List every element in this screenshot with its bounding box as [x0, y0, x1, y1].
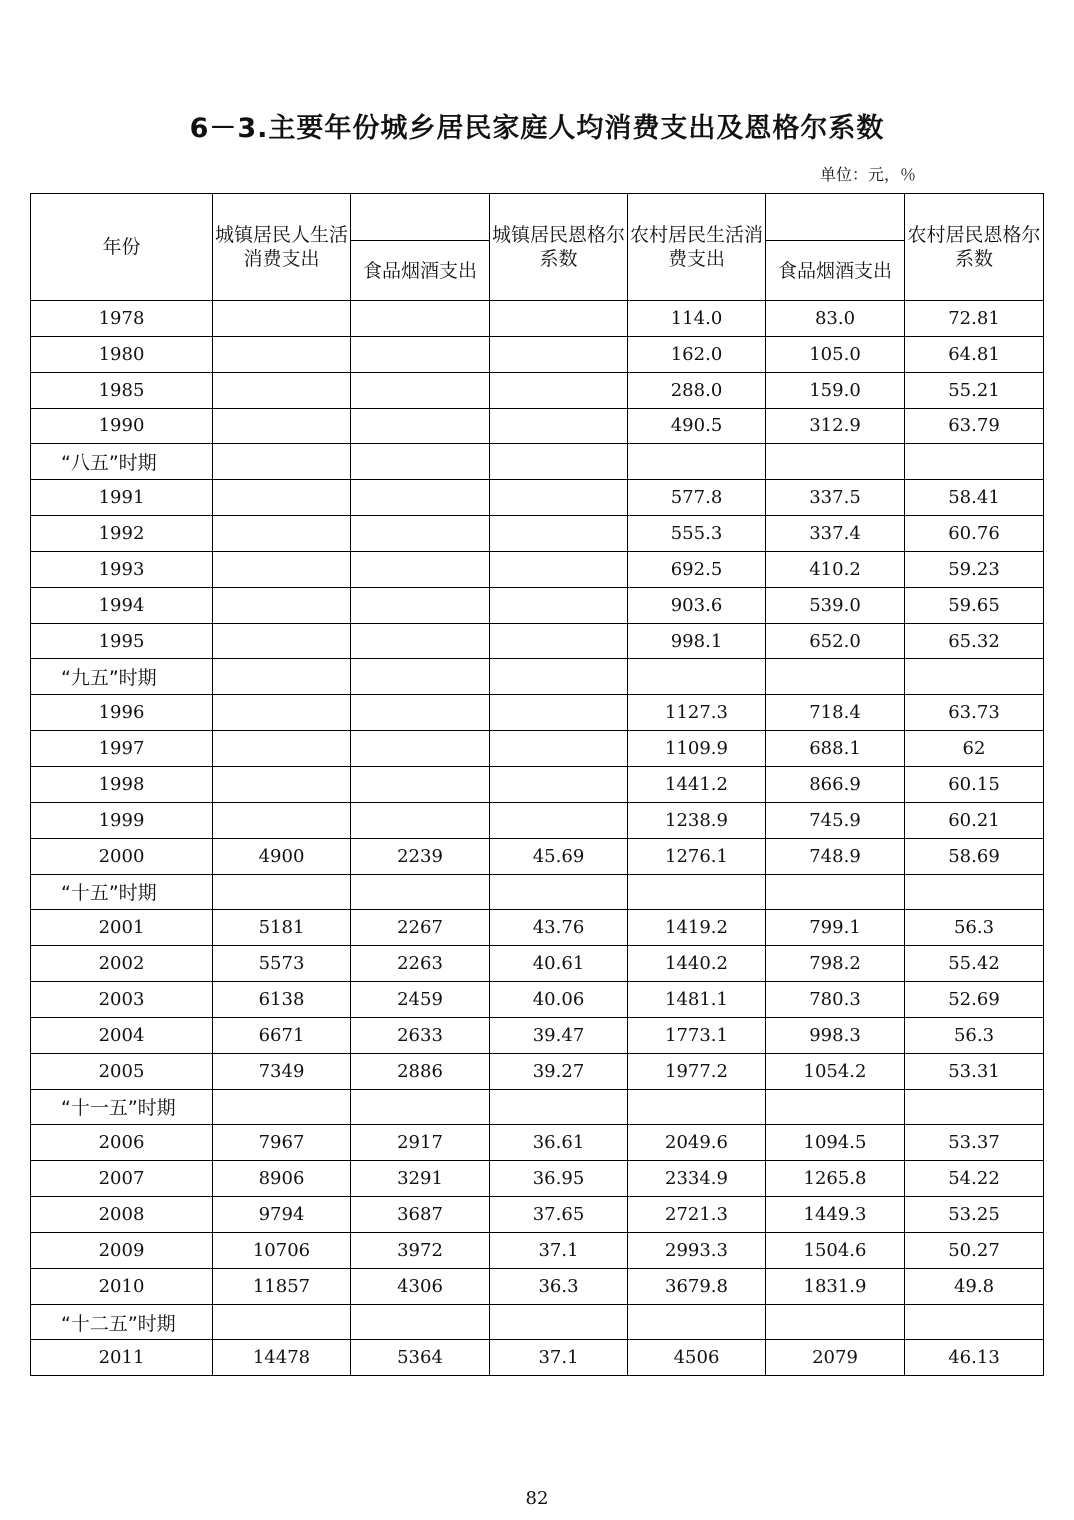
table-row: [31, 1232, 1044, 1268]
rural-engel-cell: 60.21: [905, 802, 1044, 838]
table-row: [31, 587, 1044, 623]
header-year: 年份: [31, 194, 213, 301]
year-cell: 1993: [31, 551, 213, 587]
rural-engel-cell: 52.69: [905, 982, 1044, 1018]
urban-consumption-cell: [213, 551, 351, 587]
rural-food-cell: [766, 874, 905, 910]
urban-consumption-cell: 4900: [213, 838, 351, 874]
urban-consumption-cell: [213, 659, 351, 695]
year-cell: 1992: [31, 516, 213, 552]
table-row: [31, 372, 1044, 408]
urban-consumption-cell: [213, 766, 351, 802]
urban-food-cell: 2633: [351, 1017, 490, 1053]
urban-consumption-cell: 7967: [213, 1125, 351, 1161]
table-row: [31, 695, 1044, 731]
rural-consumption-cell: 1977.2: [628, 1053, 766, 1089]
urban-engel-cell: [490, 731, 628, 767]
year-cell: 2002: [31, 946, 213, 982]
urban-food-cell: [351, 802, 490, 838]
urban-consumption-cell: [213, 695, 351, 731]
urban-food-cell: [351, 480, 490, 516]
header-urban-food-spacer: [351, 194, 490, 241]
urban-engel-cell: [490, 516, 628, 552]
year-cell: 2009: [31, 1232, 213, 1268]
rural-food-cell: 83.0: [766, 301, 905, 337]
rural-food-cell: 866.9: [766, 766, 905, 802]
urban-food-cell: [351, 587, 490, 623]
urban-consumption-cell: [213, 731, 351, 767]
year-cell: 1997: [31, 731, 213, 767]
urban-food-cell: [351, 408, 490, 444]
rural-engel-cell: 60.76: [905, 516, 1044, 552]
table-row: [31, 1125, 1044, 1161]
rural-engel-cell: 72.81: [905, 301, 1044, 337]
rural-consumption-cell: 1481.1: [628, 982, 766, 1018]
rural-engel-cell: 53.25: [905, 1197, 1044, 1233]
urban-food-cell: 2917: [351, 1125, 490, 1161]
rural-engel-cell: 63.79: [905, 408, 1044, 444]
period-row: [31, 1089, 1044, 1125]
rural-consumption-cell: 1440.2: [628, 946, 766, 982]
page-title: 6－3.主要年份城乡居民家庭人均消费支出及恩格尔系数: [189, 113, 885, 144]
rural-food-cell: 718.4: [766, 695, 905, 731]
rural-food-cell: 1054.2: [766, 1053, 905, 1089]
urban-engel-cell: [490, 623, 628, 659]
urban-food-cell: [351, 372, 490, 408]
year-cell: 2001: [31, 910, 213, 946]
rural-food-cell: 105.0: [766, 336, 905, 372]
header-rural-consumption: 农村居民生活消费支出: [628, 194, 766, 301]
year-cell: 1995: [31, 623, 213, 659]
rural-engel-cell: 55.21: [905, 372, 1044, 408]
urban-food-cell: [351, 336, 490, 372]
header-urban-consumption: 城镇居民人生活消费支出: [213, 194, 351, 301]
table-row: [31, 946, 1044, 982]
year-cell: 1994: [31, 587, 213, 623]
urban-engel-cell: [490, 874, 628, 910]
rural-food-cell: 745.9: [766, 802, 905, 838]
year-cell: 2005: [31, 1053, 213, 1089]
rural-engel-cell: 55.42: [905, 946, 1044, 982]
urban-engel-cell: 45.69: [490, 838, 628, 874]
rural-food-cell: 1449.3: [766, 1197, 905, 1233]
year-cell: 1998: [31, 766, 213, 802]
rural-consumption-cell: 2721.3: [628, 1197, 766, 1233]
rural-food-cell: 1265.8: [766, 1161, 905, 1197]
urban-food-cell: [351, 444, 490, 480]
rural-engel-cell: 58.41: [905, 480, 1044, 516]
urban-food-cell: 3687: [351, 1197, 490, 1233]
urban-food-cell: 2267: [351, 910, 490, 946]
urban-engel-cell: [490, 301, 628, 337]
urban-food-cell: 4306: [351, 1268, 490, 1304]
table-row: [31, 1053, 1044, 1089]
urban-consumption-cell: [213, 1089, 351, 1125]
urban-consumption-cell: [213, 516, 351, 552]
rural-consumption-cell: 1109.9: [628, 731, 766, 767]
rural-engel-cell: 46.13: [905, 1340, 1044, 1376]
year-cell: 1999: [31, 802, 213, 838]
table-row: [31, 1197, 1044, 1233]
urban-engel-cell: [490, 802, 628, 838]
urban-consumption-cell: 5181: [213, 910, 351, 946]
table-row: [31, 408, 1044, 444]
rural-food-cell: 539.0: [766, 587, 905, 623]
urban-food-cell: 3291: [351, 1161, 490, 1197]
rural-consumption-cell: 2049.6: [628, 1125, 766, 1161]
rural-food-cell: 688.1: [766, 731, 905, 767]
urban-engel-cell: 40.06: [490, 982, 628, 1018]
urban-food-cell: [351, 695, 490, 731]
urban-consumption-cell: 5573: [213, 946, 351, 982]
urban-engel-cell: 37.65: [490, 1197, 628, 1233]
urban-engel-cell: 36.95: [490, 1161, 628, 1197]
table-row: [31, 766, 1044, 802]
urban-engel-cell: [490, 587, 628, 623]
urban-food-cell: 2886: [351, 1053, 490, 1089]
rural-engel-cell: 56.3: [905, 910, 1044, 946]
rural-food-cell: 748.9: [766, 838, 905, 874]
rural-engel-cell: [905, 874, 1044, 910]
period-label-cell: “九五”时期: [31, 659, 213, 695]
header-rural-engel: 农村居民恩格尔系数: [905, 194, 1044, 301]
header-urban-engel: 城镇居民恩格尔系数: [490, 194, 628, 301]
rural-food-cell: 652.0: [766, 623, 905, 659]
table-row: [31, 516, 1044, 552]
table-row: [31, 731, 1044, 767]
urban-food-cell: 3972: [351, 1232, 490, 1268]
rural-consumption-cell: [628, 659, 766, 695]
urban-engel-cell: [490, 1089, 628, 1125]
year-cell: 1996: [31, 695, 213, 731]
year-cell: 2010: [31, 1268, 213, 1304]
urban-engel-cell: [490, 551, 628, 587]
rural-consumption-cell: 2993.3: [628, 1232, 766, 1268]
rural-consumption-cell: 162.0: [628, 336, 766, 372]
urban-consumption-cell: [213, 408, 351, 444]
urban-engel-cell: 39.47: [490, 1017, 628, 1053]
rural-engel-cell: 60.15: [905, 766, 1044, 802]
rural-consumption-cell: 1238.9: [628, 802, 766, 838]
urban-consumption-cell: [213, 480, 351, 516]
table-row: [31, 838, 1044, 874]
rural-engel-cell: 50.27: [905, 1232, 1044, 1268]
urban-consumption-cell: 7349: [213, 1053, 351, 1089]
rural-engel-cell: [905, 1089, 1044, 1125]
urban-food-cell: 2263: [351, 946, 490, 982]
urban-food-cell: [351, 1304, 490, 1340]
urban-engel-cell: [490, 480, 628, 516]
urban-engel-cell: [490, 408, 628, 444]
urban-engel-cell: [490, 695, 628, 731]
period-row: [31, 659, 1044, 695]
table-row: [31, 301, 1044, 337]
urban-consumption-cell: [213, 587, 351, 623]
table-body: [31, 301, 1044, 1376]
rural-engel-cell: 53.37: [905, 1125, 1044, 1161]
urban-engel-cell: 40.61: [490, 946, 628, 982]
rural-consumption-cell: 998.1: [628, 623, 766, 659]
rural-food-cell: 780.3: [766, 982, 905, 1018]
rural-food-cell: [766, 1304, 905, 1340]
rural-consumption-cell: 1441.2: [628, 766, 766, 802]
urban-consumption-cell: [213, 444, 351, 480]
year-cell: 2008: [31, 1197, 213, 1233]
urban-engel-cell: 39.27: [490, 1053, 628, 1089]
table-row: [31, 1161, 1044, 1197]
urban-engel-cell: [490, 336, 628, 372]
rural-food-cell: 159.0: [766, 372, 905, 408]
year-cell: 2006: [31, 1125, 213, 1161]
rural-consumption-cell: 490.5: [628, 408, 766, 444]
urban-food-cell: [351, 516, 490, 552]
period-label-cell: “十五”时期: [31, 874, 213, 910]
rural-food-cell: 337.4: [766, 516, 905, 552]
data-table: [30, 193, 1044, 1376]
period-row: [31, 874, 1044, 910]
urban-engel-cell: [490, 659, 628, 695]
table-row: [31, 623, 1044, 659]
rural-engel-cell: 53.31: [905, 1053, 1044, 1089]
urban-engel-cell: 37.1: [490, 1340, 628, 1376]
urban-consumption-cell: [213, 802, 351, 838]
year-cell: 2011: [31, 1340, 213, 1376]
urban-engel-cell: 36.61: [490, 1125, 628, 1161]
urban-consumption-cell: 6138: [213, 982, 351, 1018]
year-cell: 2004: [31, 1017, 213, 1053]
rural-food-cell: 410.2: [766, 551, 905, 587]
rural-food-cell: [766, 444, 905, 480]
rural-engel-cell: 54.22: [905, 1161, 1044, 1197]
rural-consumption-cell: 577.8: [628, 480, 766, 516]
urban-consumption-cell: 6671: [213, 1017, 351, 1053]
rural-food-cell: 998.3: [766, 1017, 905, 1053]
urban-food-cell: [351, 1089, 490, 1125]
page-number: 82: [525, 1488, 549, 1509]
urban-consumption-cell: 8906: [213, 1161, 351, 1197]
rural-consumption-cell: 2334.9: [628, 1161, 766, 1197]
urban-consumption-cell: 9794: [213, 1197, 351, 1233]
rural-food-cell: 1831.9: [766, 1268, 905, 1304]
header-rural-food: 食品烟酒支出: [766, 241, 905, 301]
urban-consumption-cell: 11857: [213, 1268, 351, 1304]
table-row: [31, 1268, 1044, 1304]
year-cell: 2000: [31, 838, 213, 874]
rural-engel-cell: [905, 659, 1044, 695]
year-cell: 1990: [31, 408, 213, 444]
rural-engel-cell: 59.65: [905, 587, 1044, 623]
rural-food-cell: 1504.6: [766, 1232, 905, 1268]
urban-consumption-cell: [213, 874, 351, 910]
rural-engel-cell: [905, 444, 1044, 480]
period-row: [31, 1304, 1044, 1340]
urban-food-cell: [351, 301, 490, 337]
rural-engel-cell: 49.8: [905, 1268, 1044, 1304]
table-row: [31, 910, 1044, 946]
year-cell: 2003: [31, 982, 213, 1018]
period-label-cell: “十二五”时期: [31, 1304, 213, 1340]
rural-consumption-cell: 3679.8: [628, 1268, 766, 1304]
header-rural-food-spacer: [766, 194, 905, 241]
rural-consumption-cell: 692.5: [628, 551, 766, 587]
rural-consumption-cell: 1276.1: [628, 838, 766, 874]
period-label-cell: “八五”时期: [31, 444, 213, 480]
urban-engel-cell: [490, 444, 628, 480]
rural-food-cell: 2079: [766, 1340, 905, 1376]
urban-food-cell: [351, 731, 490, 767]
urban-food-cell: [351, 766, 490, 802]
rural-food-cell: 337.5: [766, 480, 905, 516]
rural-consumption-cell: [628, 444, 766, 480]
rural-consumption-cell: 1419.2: [628, 910, 766, 946]
period-row: [31, 444, 1044, 480]
table-row: [31, 982, 1044, 1018]
rural-engel-cell: 63.73: [905, 695, 1044, 731]
urban-consumption-cell: [213, 301, 351, 337]
rural-engel-cell: 59.23: [905, 551, 1044, 587]
rural-food-cell: 312.9: [766, 408, 905, 444]
rural-engel-cell: 58.69: [905, 838, 1044, 874]
rural-consumption-cell: 114.0: [628, 301, 766, 337]
year-cell: 1991: [31, 480, 213, 516]
urban-consumption-cell: 14478: [213, 1340, 351, 1376]
urban-food-cell: 2459: [351, 982, 490, 1018]
rural-food-cell: 798.2: [766, 946, 905, 982]
rural-consumption-cell: 903.6: [628, 587, 766, 623]
rural-engel-cell: 62: [905, 731, 1044, 767]
table-row: [31, 802, 1044, 838]
rural-food-cell: [766, 659, 905, 695]
urban-food-cell: 5364: [351, 1340, 490, 1376]
year-cell: 2007: [31, 1161, 213, 1197]
rural-engel-cell: [905, 1304, 1044, 1340]
rural-consumption-cell: 1127.3: [628, 695, 766, 731]
urban-engel-cell: 43.76: [490, 910, 628, 946]
urban-food-cell: [351, 551, 490, 587]
table-row: [31, 480, 1044, 516]
rural-consumption-cell: 4506: [628, 1340, 766, 1376]
rural-consumption-cell: 288.0: [628, 372, 766, 408]
urban-engel-cell: 36.3: [490, 1268, 628, 1304]
period-label-cell: “十一五”时期: [31, 1089, 213, 1125]
header-urban-food: 食品烟酒支出: [351, 241, 490, 301]
table-row: [31, 336, 1044, 372]
rural-engel-cell: 65.32: [905, 623, 1044, 659]
rural-consumption-cell: [628, 874, 766, 910]
year-cell: 1978: [31, 301, 213, 337]
urban-consumption-cell: 10706: [213, 1232, 351, 1268]
rural-consumption-cell: 1773.1: [628, 1017, 766, 1053]
rural-consumption-cell: [628, 1304, 766, 1340]
rural-food-cell: [766, 1089, 905, 1125]
urban-engel-cell: [490, 1304, 628, 1340]
urban-food-cell: [351, 659, 490, 695]
rural-food-cell: 799.1: [766, 910, 905, 946]
table-row: [31, 551, 1044, 587]
year-cell: 1980: [31, 336, 213, 372]
urban-food-cell: 2239: [351, 838, 490, 874]
unit-note: 单位：元，％: [820, 165, 917, 184]
urban-food-cell: [351, 623, 490, 659]
urban-food-cell: [351, 874, 490, 910]
rural-food-cell: 1094.5: [766, 1125, 905, 1161]
urban-consumption-cell: [213, 1304, 351, 1340]
urban-engel-cell: [490, 766, 628, 802]
urban-consumption-cell: [213, 623, 351, 659]
rural-engel-cell: 64.81: [905, 336, 1044, 372]
urban-consumption-cell: [213, 372, 351, 408]
urban-engel-cell: [490, 372, 628, 408]
table-row: [31, 1017, 1044, 1053]
rural-engel-cell: 56.3: [905, 1017, 1044, 1053]
year-cell: 1985: [31, 372, 213, 408]
rural-consumption-cell: 555.3: [628, 516, 766, 552]
urban-consumption-cell: [213, 336, 351, 372]
urban-engel-cell: 37.1: [490, 1232, 628, 1268]
rural-consumption-cell: [628, 1089, 766, 1125]
table-row: [31, 1340, 1044, 1376]
